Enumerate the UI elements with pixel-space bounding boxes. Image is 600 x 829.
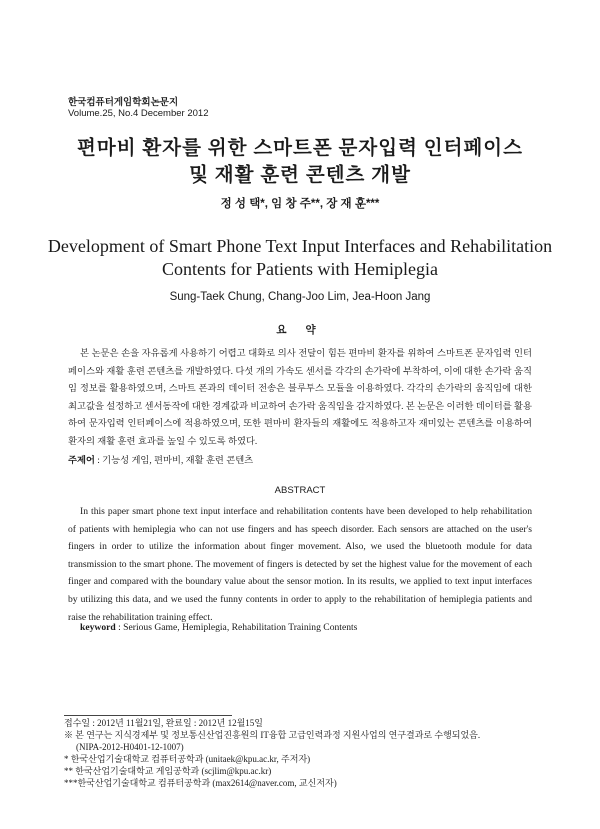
english-keywords-text: : Serious Game, Hemiplegia, Rehabilitation Training Contents — [115, 622, 358, 633]
english-title-line-1: Development of Smart Phone Text Input Interfaces and Rehabilitation — [47, 236, 553, 256]
korean-keywords — [68, 452, 253, 466]
english-title-line-2: Contents for Patients with Hemiplegia — [162, 259, 438, 279]
english-abstract-body: In this paper smart phone text input interface and rehabilitation contents have been developed to help rehabilitation of patients with hemiplegia who can not use fingers and has speech disorder. Each sensors are attached on the user's fingers in order to utilize the information about finger movement. Also, we used the bluetooth module for data transmission to the smart phone. The movement of fingers is detected by set the highest value for the movement of each finger and compared with the boundary value about the sensor motion. In its results, we applied to text input interfaces by utilizing this data, and we used the funny contents in order to apply to the rehabilitation of hemiplegia patients and raise the rehabilitation training effect. — [68, 506, 532, 623]
journal-volume: Volume.25, No.4 December 2012 — [68, 108, 209, 119]
footnote-author-3: ***한국산업기술대학교 컴퓨터공학과 (max2614@naver.com, 교신저자) — [64, 778, 337, 788]
footnote-author-2: ** 한국산업기술대학교 게임공학과 (scjlim@kpu.ac.kr) — [64, 766, 272, 776]
footnote-divider — [64, 715, 232, 716]
footnote-funding: ※ 본 연구는 지식경제부 및 정보통신산업진흥원의 IT융합 고급인력과정 지원사업의 연구결과로 수행되었음. — [64, 730, 481, 740]
korean-title-line-1: 편마비 환자를 위한 스마트폰 문자입력 인터페이스 — [77, 138, 523, 159]
english-authors: Sung-Taek Chung, Chang-Joo Lim, Jea-Hoon Jang — [169, 291, 431, 303]
korean-abstract-heading: 요 약 — [276, 324, 324, 336]
footnote-funding-grant: (NIPA-2012-H0401-12-1007) — [76, 742, 184, 752]
english-keywords — [80, 622, 357, 633]
english-abstract-heading: ABSTRACT — [274, 485, 326, 496]
korean-authors: 정 성 택*, 임 창 주**, 장 재 훈*** — [220, 198, 380, 210]
korean-keywords-label: 주제어 — [68, 456, 95, 466]
footnote-author-1: * 한국산업기술대학교 컴퓨터공학과 (unitaek@kpu.ac.kr, 주저자) — [64, 754, 311, 764]
journal-name: 한국컴퓨터게임학회논문지 — [68, 97, 179, 108]
english-keywords-label: keyword — [80, 622, 116, 633]
korean-title-line-2: 및 재활 훈련 콘텐츠 개발 — [189, 165, 411, 186]
korean-keywords-text: : 기능성 게임, 편마비, 재활 훈련 콘텐츠 — [94, 456, 254, 466]
korean-abstract-body: 본 논문은 손을 자유롭게 사용하기 어렵고 대화로 의사 전달이 힘든 편마비 환자를 위하여 스마트폰 문자입력 인터페이스와 재활 훈련 콘텐츠를 개발하였다. 다섯 개의 가속도 센서를 각각의 손가락에 부착하여, 이에 대한 손가락 움직임 정보를 활용하였으며, 스마트 폰과의 데이터 전송은 블루투스 모듈을 이용하였다. 각각의 손가락의 움직임에 대한 최고값을 설정하고 센서동작에 대한 경계값과 비교하여 손가락 움직임을 감지하였다. 본 논문은 이러한 데이터를 활용하여 문자입력 인터페이스에 적용하였으며, 또한 편마비 환자들의 재활에도 적용하고자 재미있는 콘텐츠를 이용하여 환자의 재활 훈련 효과를 높일 수 있도록 하였다. — [68, 349, 532, 447]
footnote-received-date: 접수일 : 2012년 11월21일, 완료일 : 2012년 12월15일 — [64, 718, 263, 728]
